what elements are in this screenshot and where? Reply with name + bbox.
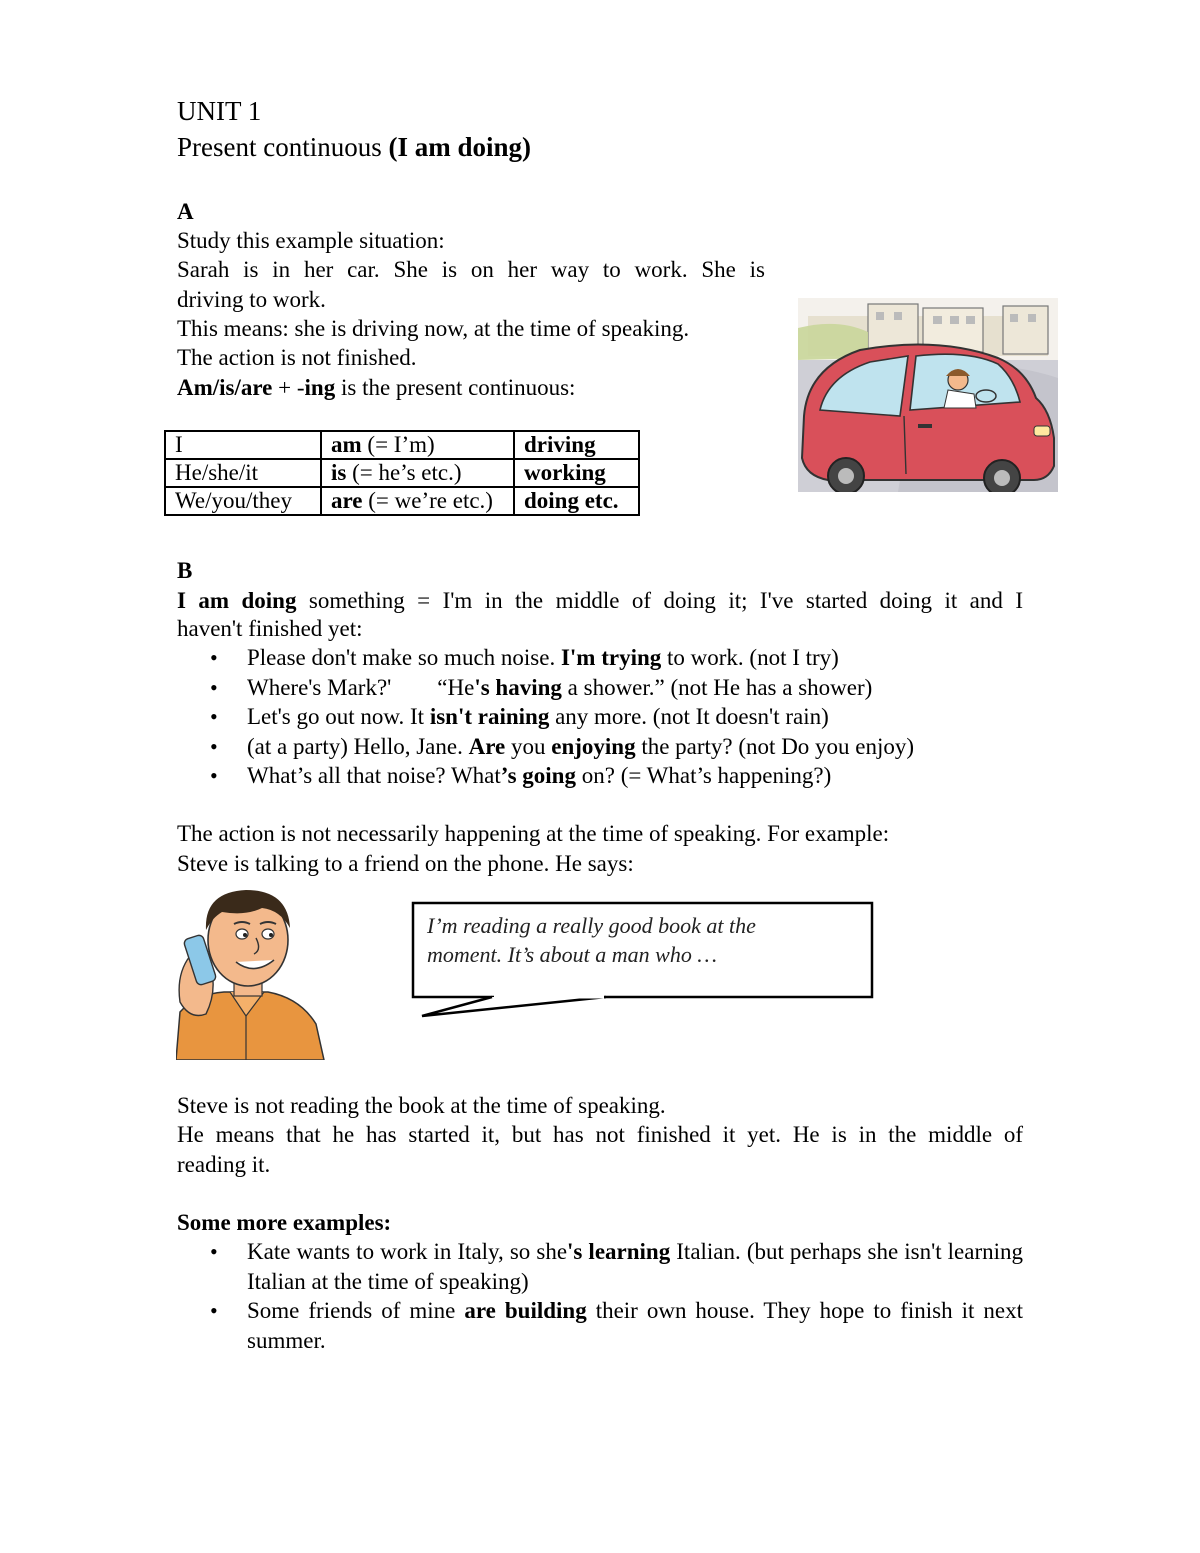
text: a shower.” (not He has a shower) [561, 674, 873, 700]
text: Some friends of mine [247, 1298, 465, 1323]
text: you [505, 733, 552, 759]
bold-text: I'm trying [560, 645, 662, 670]
verb-bold: am [331, 432, 362, 457]
definition-bold: I am doing [177, 588, 297, 613]
section-b-letter: B [177, 558, 193, 583]
title-bold: (I am doing) [388, 132, 531, 162]
sarah-line-2: driving to work. [177, 287, 326, 312]
list-item [177, 702, 914, 732]
list-item [177, 761, 914, 791]
text: on? (= What’s happening?) [575, 763, 832, 788]
bold-text: 's having [474, 674, 562, 700]
ing-cell: working [514, 459, 639, 487]
verb-bold: are [331, 488, 363, 513]
formula-mid: + - [272, 375, 305, 400]
means-started-line-2: reading it. [177, 1152, 271, 1177]
verb-rest: (= we’re etc.) [362, 488, 493, 513]
definition-rest: something = I'm in the middle of doing it; I've started doing it and I [296, 588, 1023, 613]
list-item [177, 1237, 1023, 1296]
text: to work. (not I try) [661, 645, 839, 670]
bold-text: ’s going [500, 763, 576, 788]
steve-intro-line: Steve is talking to a friend on the phone. He says: [177, 851, 634, 876]
bold-text: enjoying [551, 733, 636, 759]
subject-cell: We/you/they [165, 487, 321, 515]
means-started-line-1: He means that he has started it, but has not finished it yet. He is in the middle of [177, 1122, 1023, 1147]
text: their own house. They hope to finish it next summer. [247, 1298, 1023, 1353]
bold-text: 's learning [567, 1239, 671, 1264]
section-a-intro: Study this example situation: [177, 228, 445, 253]
ing-cell: driving [514, 431, 639, 459]
title-plain: Present continuous [177, 132, 389, 162]
examples-list [177, 643, 914, 791]
ing-cell: doing etc. [514, 487, 639, 515]
verb-cell [321, 459, 514, 487]
text: Kate wants to work in Italy, so she [247, 1239, 568, 1264]
table-row [165, 487, 639, 515]
list-item [177, 673, 914, 703]
formula-line [177, 373, 575, 403]
text: Please don't make so much noise. [247, 645, 561, 670]
list-item [177, 1296, 1023, 1355]
more-examples-list [177, 1237, 1023, 1355]
conjugation-table [164, 430, 640, 516]
list-item [177, 732, 914, 762]
text: What’s all that noise? What [247, 763, 501, 788]
unit-heading: UNIT 1 [177, 96, 262, 126]
definition-line-2: haven't finished yet: [177, 616, 363, 641]
definition-line-1 [177, 586, 1023, 616]
text: Where's Mark?' “He [247, 674, 475, 700]
car-illustration [798, 298, 1058, 492]
formula-bold-2: ing [304, 375, 336, 400]
not-finished-line: The action is not finished. [177, 345, 417, 370]
more-examples-heading: Some more examples: [177, 1210, 392, 1235]
text: Italian. (but perhaps she isn't learning Italian at the time of speaking) [247, 1239, 1024, 1294]
man-on-phone-illustration [176, 884, 326, 1060]
text: Let's go out now. It [247, 704, 430, 729]
formula-end: is the present continuous: [335, 375, 576, 400]
bold-text: isn't raining [429, 704, 550, 729]
verb-rest: (= he’s etc.) [346, 460, 462, 485]
bubble-line-1: I’m reading a really good book at the [427, 913, 756, 938]
means-line: This means: she is driving now, at the time of speaking. [177, 316, 690, 341]
not-necessarily-line: The action is not necessarily happening at the time of speaking. For example: [177, 821, 890, 846]
verb-cell [321, 487, 514, 515]
verb-cell [321, 431, 514, 459]
bubble-line-2: moment. It’s about a man who … [427, 942, 717, 967]
text: any more. (not It doesn't rain) [549, 704, 829, 729]
verb-rest: (= I’m) [361, 432, 435, 457]
section-a-letter: A [177, 199, 194, 224]
formula-bold-1: Am/is/are [177, 375, 273, 400]
subject-cell: I [165, 431, 321, 459]
sarah-line-1: Sarah is in her car. She is on her way to work. She is [177, 257, 765, 282]
table-row [165, 431, 639, 459]
page-title [177, 131, 531, 163]
text: the party? (not Do you enjoy) [635, 733, 915, 759]
steve-not-reading-line: Steve is not reading the book at the time of speaking. [177, 1093, 666, 1118]
subject-cell: He/she/it [165, 459, 321, 487]
table-row [165, 459, 639, 487]
bold-text: are building [464, 1298, 587, 1323]
verb-bold: is [331, 460, 347, 485]
bold-text: Are [468, 733, 506, 759]
list-item [177, 643, 914, 673]
text: (at a party) Hello, Jane. [247, 733, 469, 759]
